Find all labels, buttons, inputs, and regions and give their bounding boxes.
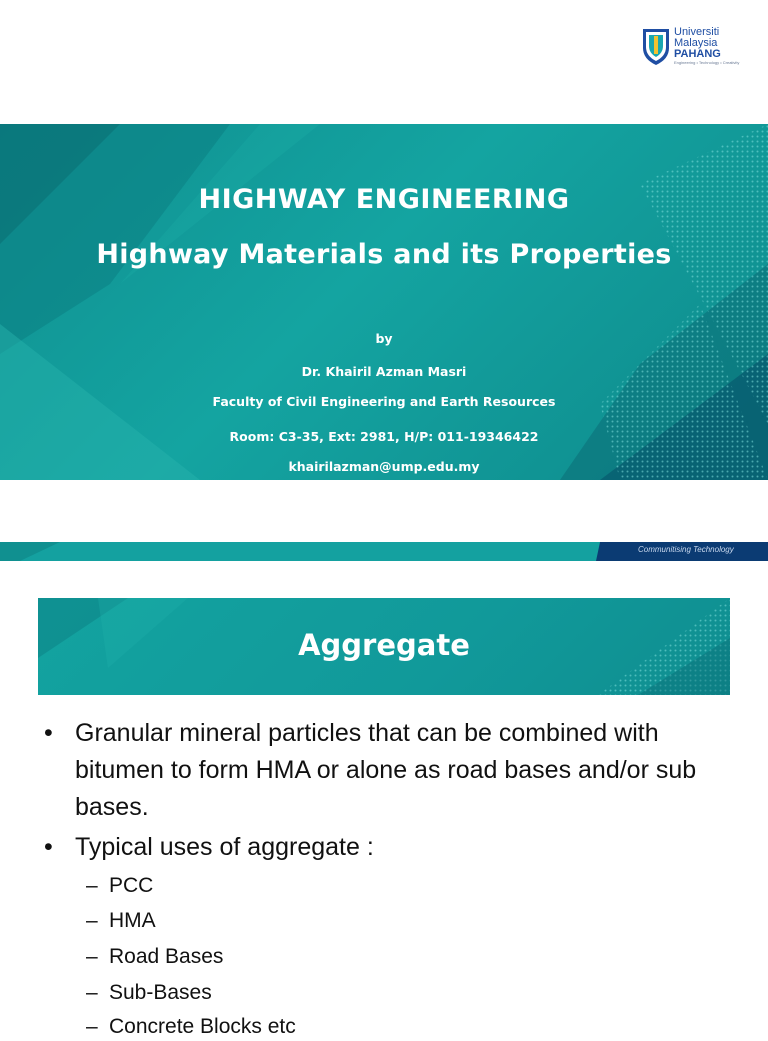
footer-pattern bbox=[0, 542, 120, 561]
logo-line-3: PAHANG bbox=[674, 48, 721, 60]
contact-info: Room: C3-35, Ext: 2981, H/P: 011-19346422 bbox=[229, 429, 539, 444]
slide-title-box bbox=[38, 598, 730, 695]
email-address: khairilazman@ump.edu.my bbox=[288, 459, 480, 474]
logo-line-1: Universiti bbox=[674, 26, 720, 38]
dash-icon: – bbox=[86, 1015, 98, 1038]
ump-shield-icon bbox=[641, 26, 671, 66]
bullet-dot-icon: • bbox=[44, 719, 53, 747]
dash-icon: – bbox=[86, 909, 98, 932]
sub-item-text: Road Bases bbox=[109, 945, 224, 968]
sub-item-text: PCC bbox=[109, 874, 154, 897]
ump-logo bbox=[641, 26, 740, 70]
dash-icon: – bbox=[86, 945, 98, 968]
dash-icon: – bbox=[86, 874, 98, 897]
presentation-title: HIGHWAY ENGINEERING bbox=[198, 184, 570, 215]
dash-icon: – bbox=[86, 981, 98, 1004]
slide-title: Aggregate bbox=[298, 628, 470, 662]
logo-tagline: Engineering • Technology • Creativity bbox=[674, 60, 740, 65]
sub-item-text: Concrete Blocks etc bbox=[109, 1015, 296, 1038]
footer-strip bbox=[0, 542, 768, 561]
logo-wordmark bbox=[674, 27, 739, 66]
sub-item-text: HMA bbox=[109, 909, 156, 932]
faculty-name: Faculty of Civil Engineering and Earth Resources bbox=[212, 394, 556, 409]
presentation-subtitle: Highway Materials and its Properties bbox=[96, 239, 672, 270]
logo-line-2: Malaysia bbox=[674, 37, 718, 49]
bullet-dot-icon: • bbox=[44, 833, 53, 861]
author-name: Dr. Khairil Azman Masri bbox=[301, 364, 467, 379]
footer-tagline: Communitising Technology bbox=[638, 545, 734, 554]
by-label: by bbox=[375, 331, 393, 346]
banner-pattern bbox=[0, 124, 768, 480]
bullet-text: Granular mineral particles that can be combined with bitumen to form HMA or alone as road bases and/or sub bases. bbox=[75, 719, 697, 821]
sub-item-text: Sub-Bases bbox=[109, 981, 212, 1004]
title-banner bbox=[0, 124, 768, 480]
bullet-text: Typical uses of aggregate : bbox=[75, 833, 374, 861]
